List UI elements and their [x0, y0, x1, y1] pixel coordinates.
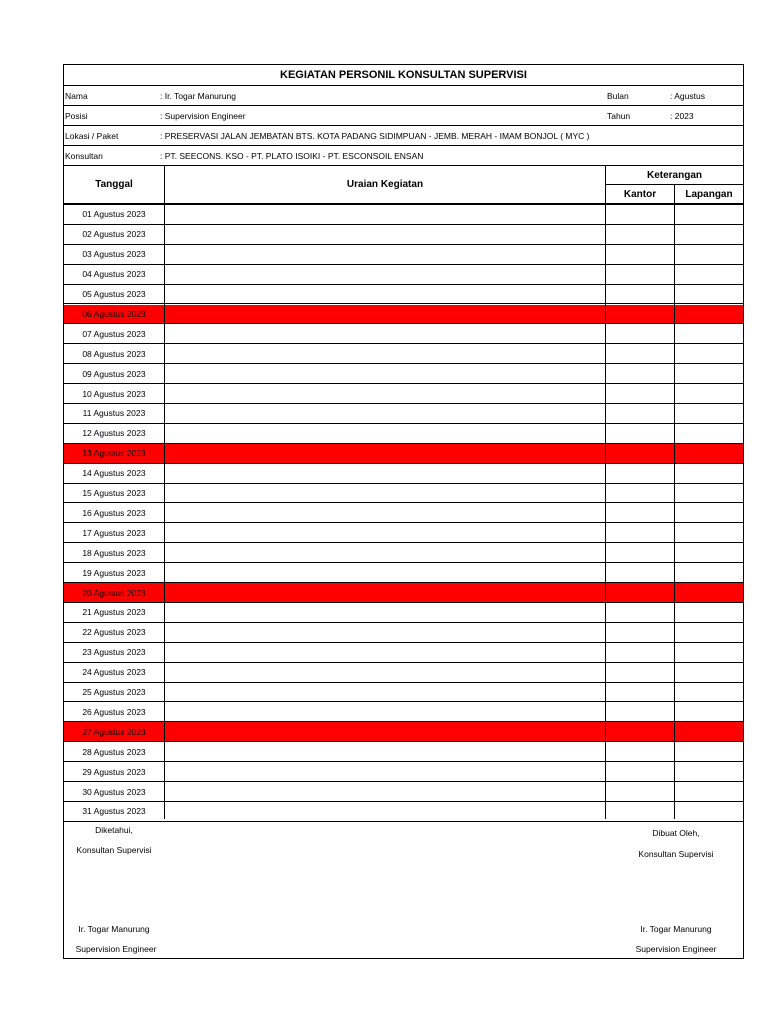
row-lapangan-cell[interactable]	[675, 464, 743, 483]
bulan-label: Bulan	[607, 90, 629, 101]
row-lapangan-cell[interactable]	[675, 384, 743, 403]
row-date: 25 Agustus 2023	[82, 687, 146, 698]
table-row	[64, 404, 743, 424]
row-uraian-cell[interactable]	[165, 504, 605, 523]
table-row	[64, 543, 743, 563]
table-row	[64, 484, 743, 504]
row-date: 14 Agustus 2023	[82, 468, 146, 479]
row-date: 12 Agustus 2023	[82, 428, 146, 439]
row-uraian-cell[interactable]	[165, 424, 605, 443]
row-uraian-cell[interactable]	[165, 265, 605, 284]
row-kantor-cell[interactable]	[606, 205, 674, 224]
row-kantor-cell[interactable]	[606, 265, 674, 284]
info-row-nama	[64, 86, 743, 106]
row-uraian-cell[interactable]	[165, 722, 605, 741]
row-uraian-cell[interactable]	[165, 683, 605, 702]
table-row	[64, 364, 743, 384]
header-keterangan: Keterangan	[606, 166, 743, 185]
row-kantor-cell[interactable]	[606, 404, 674, 423]
row-kantor-cell[interactable]	[606, 683, 674, 702]
row-date: 06 Agustus 2023	[82, 308, 146, 319]
row-date: 08 Agustus 2023	[82, 348, 146, 359]
row-lapangan-cell[interactable]	[675, 802, 743, 821]
row-date: 29 Agustus 2023	[82, 766, 146, 777]
table-row	[64, 504, 743, 524]
row-lapangan-cell[interactable]	[675, 404, 743, 423]
row-kantor-cell[interactable]	[606, 623, 674, 642]
row-uraian-cell[interactable]	[165, 225, 605, 244]
row-uraian-cell[interactable]	[165, 563, 605, 582]
table-header	[64, 165, 743, 205]
row-kantor-cell[interactable]	[606, 225, 674, 244]
row-uraian-cell[interactable]	[165, 802, 605, 821]
row-lapangan-cell[interactable]	[675, 205, 743, 224]
table-row	[64, 225, 743, 245]
konsultan-label: Konsultan	[65, 150, 103, 161]
sig-right-role: Konsultan Supervisi	[638, 849, 714, 859]
row-lapangan-cell[interactable]	[675, 305, 743, 324]
row-kantor-cell[interactable]	[606, 324, 674, 343]
row-lapangan-cell[interactable]	[675, 265, 743, 284]
row-kantor-cell[interactable]	[606, 722, 674, 741]
row-kantor-cell[interactable]	[606, 762, 674, 781]
row-lapangan-cell[interactable]	[675, 683, 743, 702]
table-row	[64, 384, 743, 404]
row-date: 15 Agustus 2023	[82, 488, 146, 499]
row-date: 04 Agustus 2023	[82, 269, 146, 280]
row-date: 13 Agustus 2023	[82, 448, 146, 459]
header-uraian: Uraian Kegiatan	[346, 179, 424, 190]
title-row	[64, 65, 743, 86]
row-lapangan-cell[interactable]	[675, 643, 743, 662]
row-date: 05 Agustus 2023	[82, 289, 146, 300]
row-uraian-cell[interactable]	[165, 663, 605, 682]
row-uraian-cell[interactable]	[165, 543, 605, 562]
lokasi-value: : PRESERVASI JALAN JEMBATAN BTS. KOTA PADANG SIDIMPUAN - JEMB. MERAH - IMAM BONJOL ( MYC )	[160, 130, 590, 141]
row-kantor-cell[interactable]	[606, 523, 674, 542]
row-lapangan-cell[interactable]	[675, 523, 743, 542]
row-uraian-cell[interactable]	[165, 205, 605, 224]
row-date: 27 Agustus 2023	[82, 726, 146, 737]
header-tanggal: Tanggal	[95, 179, 133, 190]
row-kantor-cell[interactable]	[606, 305, 674, 324]
row-date: 03 Agustus 2023	[82, 249, 146, 260]
row-lapangan-cell[interactable]	[675, 762, 743, 781]
tahun-value: : 2023	[670, 110, 694, 121]
sig-left-name: Ir. Togar Manurung	[78, 924, 150, 934]
row-lapangan-cell[interactable]	[675, 722, 743, 741]
row-uraian-cell[interactable]	[165, 444, 605, 463]
row-uraian-cell[interactable]	[165, 603, 605, 622]
row-uraian-cell[interactable]	[165, 364, 605, 383]
row-lapangan-cell[interactable]	[675, 285, 743, 304]
row-kantor-cell[interactable]	[606, 504, 674, 523]
row-kantor-cell[interactable]	[606, 543, 674, 562]
table-row	[64, 643, 743, 663]
table-row	[64, 265, 743, 285]
header-lapangan: Lapangan	[685, 189, 733, 200]
table-row	[64, 305, 743, 325]
row-uraian-cell[interactable]	[165, 285, 605, 304]
row-kantor-cell[interactable]	[606, 384, 674, 403]
row-kantor-cell[interactable]	[606, 663, 674, 682]
row-uraian-cell[interactable]	[165, 484, 605, 503]
tahun-label: Tahun	[607, 110, 631, 121]
row-kantor-cell[interactable]	[606, 285, 674, 304]
sig-left-title: Supervision Engineer	[75, 944, 157, 954]
table-row	[64, 245, 743, 265]
row-uraian-cell[interactable]	[165, 782, 605, 801]
row-kantor-cell[interactable]	[606, 464, 674, 483]
row-lapangan-cell[interactable]	[675, 344, 743, 363]
info-row-lokasi	[64, 126, 743, 146]
row-uraian-cell[interactable]	[165, 623, 605, 642]
row-kantor-cell[interactable]	[606, 703, 674, 722]
row-kantor-cell[interactable]	[606, 583, 674, 602]
nama-value: : Ir. Togar Manurung	[160, 90, 236, 101]
row-uraian-cell[interactable]	[165, 384, 605, 403]
row-date: 22 Agustus 2023	[82, 627, 146, 638]
row-lapangan-cell[interactable]	[675, 225, 743, 244]
sig-right-title: Supervision Engineer	[635, 944, 717, 954]
sig-left-known: Diketahui,	[95, 825, 133, 835]
row-uraian-cell[interactable]	[165, 245, 605, 264]
table-row	[64, 324, 743, 344]
row-kantor-cell[interactable]	[606, 424, 674, 443]
row-date: 11 Agustus 2023	[82, 408, 146, 419]
row-uraian-cell[interactable]	[165, 742, 605, 761]
row-date: 20 Agustus 2023	[82, 587, 146, 598]
row-lapangan-cell[interactable]	[675, 603, 743, 622]
row-lapangan-cell[interactable]	[675, 484, 743, 503]
table-row	[64, 663, 743, 683]
table-row	[64, 623, 743, 643]
table-row	[64, 802, 743, 822]
table-row	[64, 703, 743, 723]
table-row	[64, 523, 743, 543]
lokasi-label: Lokasi / Paket	[65, 130, 119, 141]
row-lapangan-cell[interactable]	[675, 364, 743, 383]
row-date: 16 Agustus 2023	[82, 507, 146, 518]
row-kantor-cell[interactable]	[606, 364, 674, 383]
sig-right-made: Dibuat Oleh,	[652, 828, 700, 838]
row-lapangan-cell[interactable]	[675, 782, 743, 801]
table-row	[64, 603, 743, 623]
info-row-posisi	[64, 106, 743, 126]
table-row	[64, 722, 743, 742]
row-date: 18 Agustus 2023	[82, 547, 146, 558]
table-row	[64, 344, 743, 364]
row-date: 28 Agustus 2023	[82, 746, 146, 757]
row-uraian-cell[interactable]	[165, 762, 605, 781]
row-date: 19 Agustus 2023	[82, 567, 146, 578]
table-row	[64, 563, 743, 583]
row-uraian-cell[interactable]	[165, 344, 605, 363]
table-row	[64, 424, 743, 444]
row-kantor-cell[interactable]	[606, 484, 674, 503]
row-lapangan-cell[interactable]	[675, 324, 743, 343]
row-kantor-cell[interactable]	[606, 643, 674, 662]
row-uraian-cell[interactable]	[165, 643, 605, 662]
row-lapangan-cell[interactable]	[675, 543, 743, 562]
row-kantor-cell[interactable]	[606, 344, 674, 363]
row-date: 21 Agustus 2023	[82, 607, 146, 618]
row-uraian-cell[interactable]	[165, 464, 605, 483]
row-lapangan-cell[interactable]	[675, 504, 743, 523]
row-uraian-cell[interactable]	[165, 523, 605, 542]
info-row-konsultan	[64, 146, 743, 165]
row-kantor-cell[interactable]	[606, 563, 674, 582]
row-date: 02 Agustus 2023	[82, 229, 146, 240]
row-date: 01 Agustus 2023	[82, 209, 146, 220]
row-kantor-cell[interactable]	[606, 245, 674, 264]
table-row	[64, 683, 743, 703]
posisi-value: : Supervision Engineer	[160, 110, 246, 121]
row-lapangan-cell[interactable]	[675, 563, 743, 582]
row-kantor-cell[interactable]	[606, 802, 674, 821]
table-row	[64, 205, 743, 225]
row-date: 30 Agustus 2023	[82, 786, 146, 797]
row-uraian-cell[interactable]	[165, 583, 605, 602]
row-date: 07 Agustus 2023	[82, 328, 146, 339]
row-lapangan-cell[interactable]	[675, 583, 743, 602]
row-kantor-cell[interactable]	[606, 742, 674, 761]
row-lapangan-cell[interactable]	[675, 623, 743, 642]
nama-label: Nama	[65, 90, 88, 101]
row-lapangan-cell[interactable]	[675, 703, 743, 722]
row-kantor-cell[interactable]	[606, 603, 674, 622]
row-date: 23 Agustus 2023	[82, 647, 146, 658]
row-date: 10 Agustus 2023	[82, 388, 146, 399]
table-row	[64, 464, 743, 484]
activity-sheet	[63, 64, 744, 959]
sheet-title: KEGIATAN PERSONIL KONSULTAN SUPERVISI	[280, 69, 527, 81]
row-date: 31 Agustus 2023	[82, 806, 146, 817]
row-date: 26 Agustus 2023	[82, 706, 146, 717]
table-row	[64, 762, 743, 782]
row-uraian-cell[interactable]	[165, 404, 605, 423]
row-lapangan-cell[interactable]	[675, 424, 743, 443]
row-date: 09 Agustus 2023	[82, 368, 146, 379]
table-row	[64, 742, 743, 762]
row-uraian-cell[interactable]	[165, 305, 605, 324]
row-lapangan-cell[interactable]	[675, 663, 743, 682]
sig-right-name: Ir. Togar Manurung	[640, 924, 712, 934]
row-date: 24 Agustus 2023	[82, 667, 146, 678]
table-row	[64, 583, 743, 603]
table-row	[64, 444, 743, 464]
row-date: 17 Agustus 2023	[82, 527, 146, 538]
row-lapangan-cell[interactable]	[675, 742, 743, 761]
sig-left-role: Konsultan Supervisi	[76, 845, 152, 855]
row-kantor-cell[interactable]	[606, 444, 674, 463]
row-lapangan-cell[interactable]	[675, 444, 743, 463]
table-row	[64, 782, 743, 802]
row-lapangan-cell[interactable]	[675, 245, 743, 264]
row-uraian-cell[interactable]	[165, 324, 605, 343]
header-kantor: Kantor	[623, 189, 657, 200]
row-uraian-cell[interactable]	[165, 703, 605, 722]
konsultan-value: : PT. SEECONS. KSO - PT. PLATO ISOIKI - PT. ESCONSOIL ENSAN	[160, 150, 424, 161]
table-row	[64, 285, 743, 305]
row-kantor-cell[interactable]	[606, 782, 674, 801]
posisi-label: Posisi	[65, 110, 88, 121]
bulan-value: : Agustus	[670, 90, 705, 101]
